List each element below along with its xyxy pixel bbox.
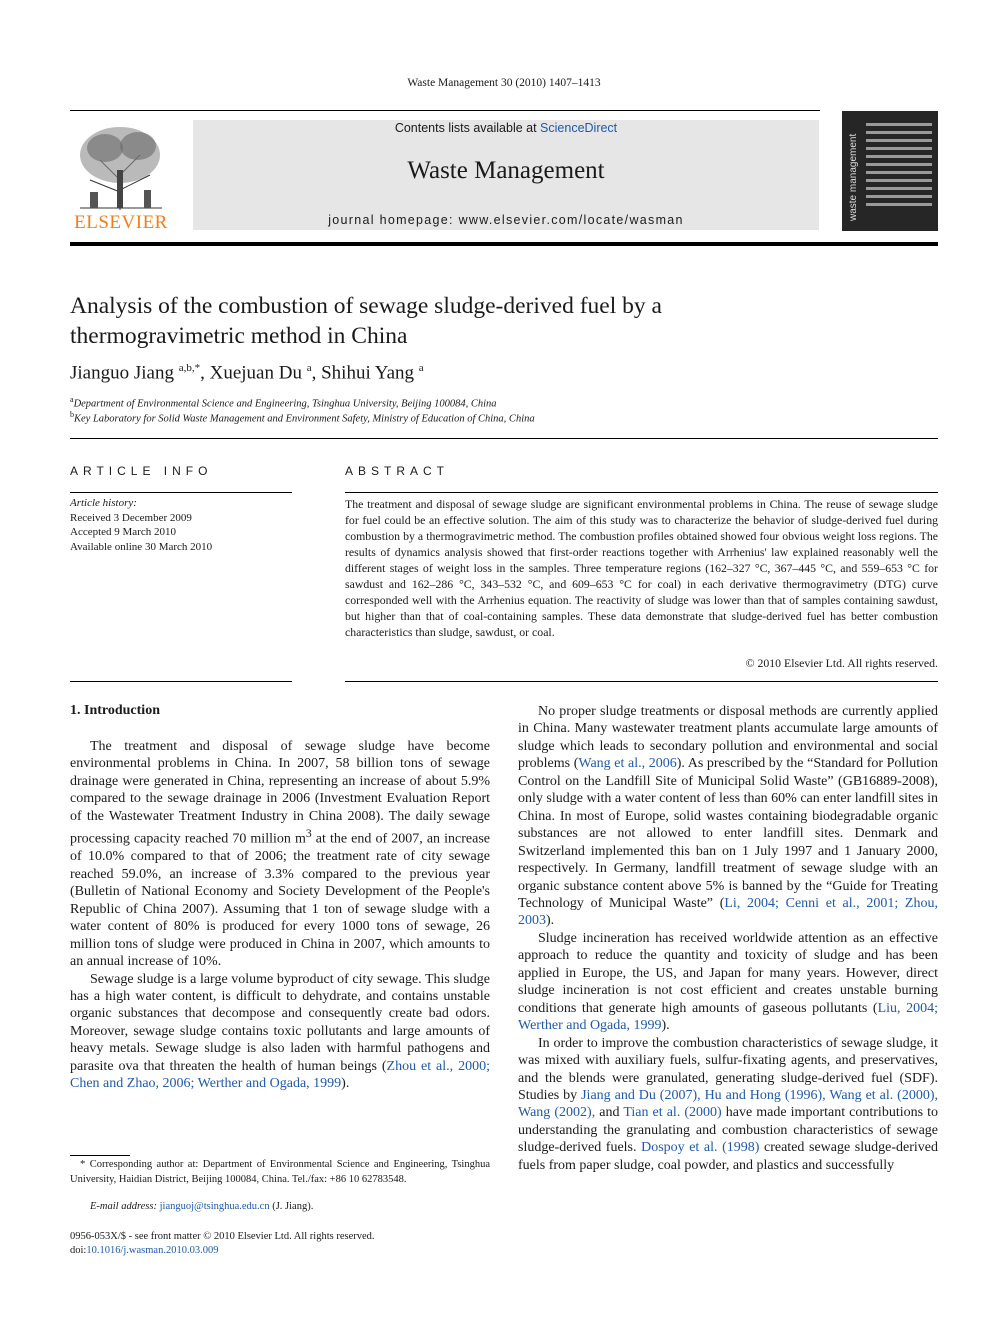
journal-cover-image	[842, 111, 938, 231]
author-name[interactable]: Jianguo Jiang	[70, 362, 174, 384]
doi-line: doi:10.1016/j.wasman.2010.03.009	[70, 1245, 219, 1256]
journal-homepage[interactable]: journal homepage: www.elsevier.com/locate/wasman	[328, 213, 684, 227]
left-column	[70, 738, 490, 1093]
footnote-rule	[70, 1155, 130, 1156]
reference-link[interactable]: Wang et al., 2006	[578, 756, 677, 772]
author-affiliation-mark[interactable]: a,b,*	[178, 362, 201, 374]
corresponding-author-note: * Corresponding author at: Department of Environmental Science and Engineering, Tsinghua University, Haidian District, Beijing 100084, China. Tel./fax: +86 10 62783548.	[70, 1159, 490, 1185]
author-affiliation-mark[interactable]: a	[418, 362, 424, 374]
divider	[70, 492, 292, 493]
divider	[345, 492, 938, 493]
affiliation: $^a$Department of Environmental Science and Engineering, Tsinghua University, Beijing 100084, China	[70, 395, 497, 410]
cover-spine-title: waste management	[848, 133, 859, 221]
article-info-heading: ARTICLE INFO	[70, 464, 213, 478]
paragraph: The treatment and disposal of sewage sludge have become environmental problems in China. In 2007, 58 billion tons of sewage drainage were generated in China, representing an increase of about 5.9% compared to the sewage drainage in 2006 (Investment Evaluation Report of the Wastewater Treatment Industry in China 2008). The daily sewage processing capacity reached 70 million $m^3$ at the end of 2007, an increase of 10.0% compared to that of 2006; the treatment rate of city sewage reached 59.0%, an increase of 3.3% compared to the previous year (Bulletin of National Economy and Society Development of the People's Republic of China 2007). Assuming that 1 ton of sewage sludge with a water content of 80% is produced for every 1000 tons of sewage, 26 million tons of sludge were produced in China in 2007, which amounts to an annual increase of 10%.	[70, 739, 490, 970]
reference-link[interactable]: Liu, 2004; Werther and Ogada, 1999	[518, 1000, 938, 1034]
article-title-line1: Analysis of the combustion of sewage sludge-derived fuel by a	[70, 293, 662, 319]
reference-link[interactable]: Li, 2004; Cenni et al., 2001; Zhou, 2003	[518, 895, 938, 929]
author-list: Jianguo Jiang $^{a,b,*}$, Xuejuan Du $^a$, Shihui Yang $^a$	[70, 362, 424, 384]
divider	[70, 438, 938, 439]
journal-citation: Waste Management 30 (2010) 1407–1413	[407, 77, 601, 89]
journal-title: Waste Management	[407, 157, 605, 184]
email-link[interactable]: jianguoj@tsinghua.edu.cn	[159, 1201, 270, 1212]
article-history	[70, 496, 212, 554]
contents-prefix: Contents lists available at	[394, 121, 541, 135]
right-column	[518, 703, 938, 1174]
reference-link[interactable]: Dospoy et al. (1998)	[641, 1140, 760, 1156]
paragraph: Sludge incineration has received worldwide attention as an effective approach to reduce the quantity and toxicity of sludge and has been applied in Europe, the US, and Japan for many years. However, direct sludge incineration is not cost efficient and creates unstable burning conditions that generate high amounts of gaseous pollutants (Liu, 2004; Werther and Ogada, 1999).	[518, 930, 938, 1034]
article-history-label: Article history:	[70, 497, 137, 509]
paragraph: Sewage sludge is a large volume byproduct of city sewage. This sludge has a high water content, is difficult to dehydrate, and contains unstable organic substances that decompose and consequently create bad odors. Moreover, sewage sludge contains toxic pollutants and large amounts of heavy metals. Sewage sludge is also laden with harmful pathogens and parasite ova that threaten the health of human beings (Zhou et al., 2000; Chen and Zhao, 2006; Werther and Ogada, 1999).	[70, 971, 490, 1092]
publisher-name: ELSEVIER	[74, 212, 168, 233]
accepted-date: Accepted 9 March 2010	[70, 526, 176, 538]
online-date: Available online 30 March 2010	[70, 540, 213, 553]
doi-link[interactable]: 10.1016/j.wasman.2010.03.009	[86, 1245, 219, 1256]
reference-link[interactable]: Jiang and Du (2007), Hu and Hong (1996), Wang et al. (2000), Wang (2002),	[518, 1087, 938, 1121]
email-note: E-mail address: jianguoj@tsinghua.edu.cn (J. Jiang).	[90, 1201, 314, 1212]
article-title-line2: thermogravimetric method in China	[70, 323, 408, 349]
contents-line	[193, 121, 819, 135]
reference-link[interactable]: Tian et al. (2000)	[623, 1105, 722, 1121]
abstract-copyright: © 2010 Elsevier Ltd. All rights reserved.	[745, 656, 938, 670]
reference-link[interactable]: Zhou et al., 2000; Chen and Zhao, 2006; Werther and Ogada, 1999	[70, 1058, 490, 1092]
sciencedirect-link[interactable]: ScienceDirect	[540, 121, 618, 135]
header-thick-rule	[70, 242, 938, 246]
section-heading-introduction: 1. Introduction	[70, 703, 160, 718]
abstract-heading: ABSTRACT	[345, 464, 450, 478]
author-name[interactable]: Xuejuan Du	[209, 362, 302, 384]
issn-line: 0956-053X/$ - see front matter © 2010 Elsevier Ltd. All rights reserved.	[70, 1231, 375, 1242]
author-affiliation-mark[interactable]: a	[306, 362, 312, 374]
author-name[interactable]: Shihui Yang	[321, 362, 415, 384]
divider	[345, 681, 938, 682]
paragraph: In order to improve the combustion characteristics of sewage sludge, it was mixed with auxiliary fuels, sulfur-fixating agents, and preservatives, and the blends were granulated, generating sludge-derived fuel (SDF). Studies by Jiang and Du (2007), Hu and Hong (1996), Wang et al. (2000), Wang (2002), and Tian et al. (2000) have made important contributions to understanding the granulating and combustion characteristics of sewage sludge-derived fuels. Dospoy et al. (1998) created sewage sludge-derived fuels from paper sludge, coal powder, and plastics and successfully	[518, 1035, 939, 1173]
abstract-text: The treatment and disposal of sewage sludge are significant environmental problems in China. The reuse of sewage sludge for fuel could be an effective solution. The aim of this study was to characterize the behavior of sludge-derived fuel during combustion by a thermogravimetric method. The combustion profiles obtained showed four obvious weight loss regions. The results of dynamics analysis showed that first-order reactions together with Arrhenius' law explained reasonably well the different stages of weight loss in the samples. Three temperature regions (162–327 °C, 367–445 °C, and 559–653 °C for sawdust and 162–286 °C, 343–532 °C, and 609–653 °C for coal) in each derivative thermogravimetry (DTG) curve corresponded well with the Arrhenius equation. The reactivity of sludge was lower than that of samples containing sawdust, but higher than that of coal-containing samples. These data demonstrate that sludge-derived fuel has better combustion characteristics than sludge, sawdust, or coal.	[345, 497, 938, 639]
article-title	[70, 291, 870, 351]
affiliation: $^b$Key Laboratory for Solid Waste Management and Environment Safety, Ministry of Education of China, China	[70, 410, 535, 425]
paragraph: No proper sludge treatments or disposal methods are currently applied in China. Many wastewater treatment plants accumulate large amounts of sludge which leads to secondary pollution and environmental and social problems (Wang et al., 2006). As prescribed by the “Standard for Pollution Control on the Landfill Site of Municipal Solid Waste” (GB16889-2008), only sludge with a water content of less than 60% can enter landfill sites in China. In most of Europe, solid wastes containing biodegradable organic substances are not allowed to enter landfill sites. Denmark and Switzerland implemented this ban on 1 July 1997 and 1 January 2000, respectively. In Germany, landfill treatment of sewage sludge with an organic substance content above 5% is banned by the “Guide for Treating Technology of Municipal Waste” (Li, 2004; Cenni et al., 2001; Zhou, 2003).	[518, 704, 938, 929]
received-date: Received 3 December 2009	[70, 511, 192, 524]
divider	[70, 681, 292, 682]
header-rule	[70, 110, 820, 111]
